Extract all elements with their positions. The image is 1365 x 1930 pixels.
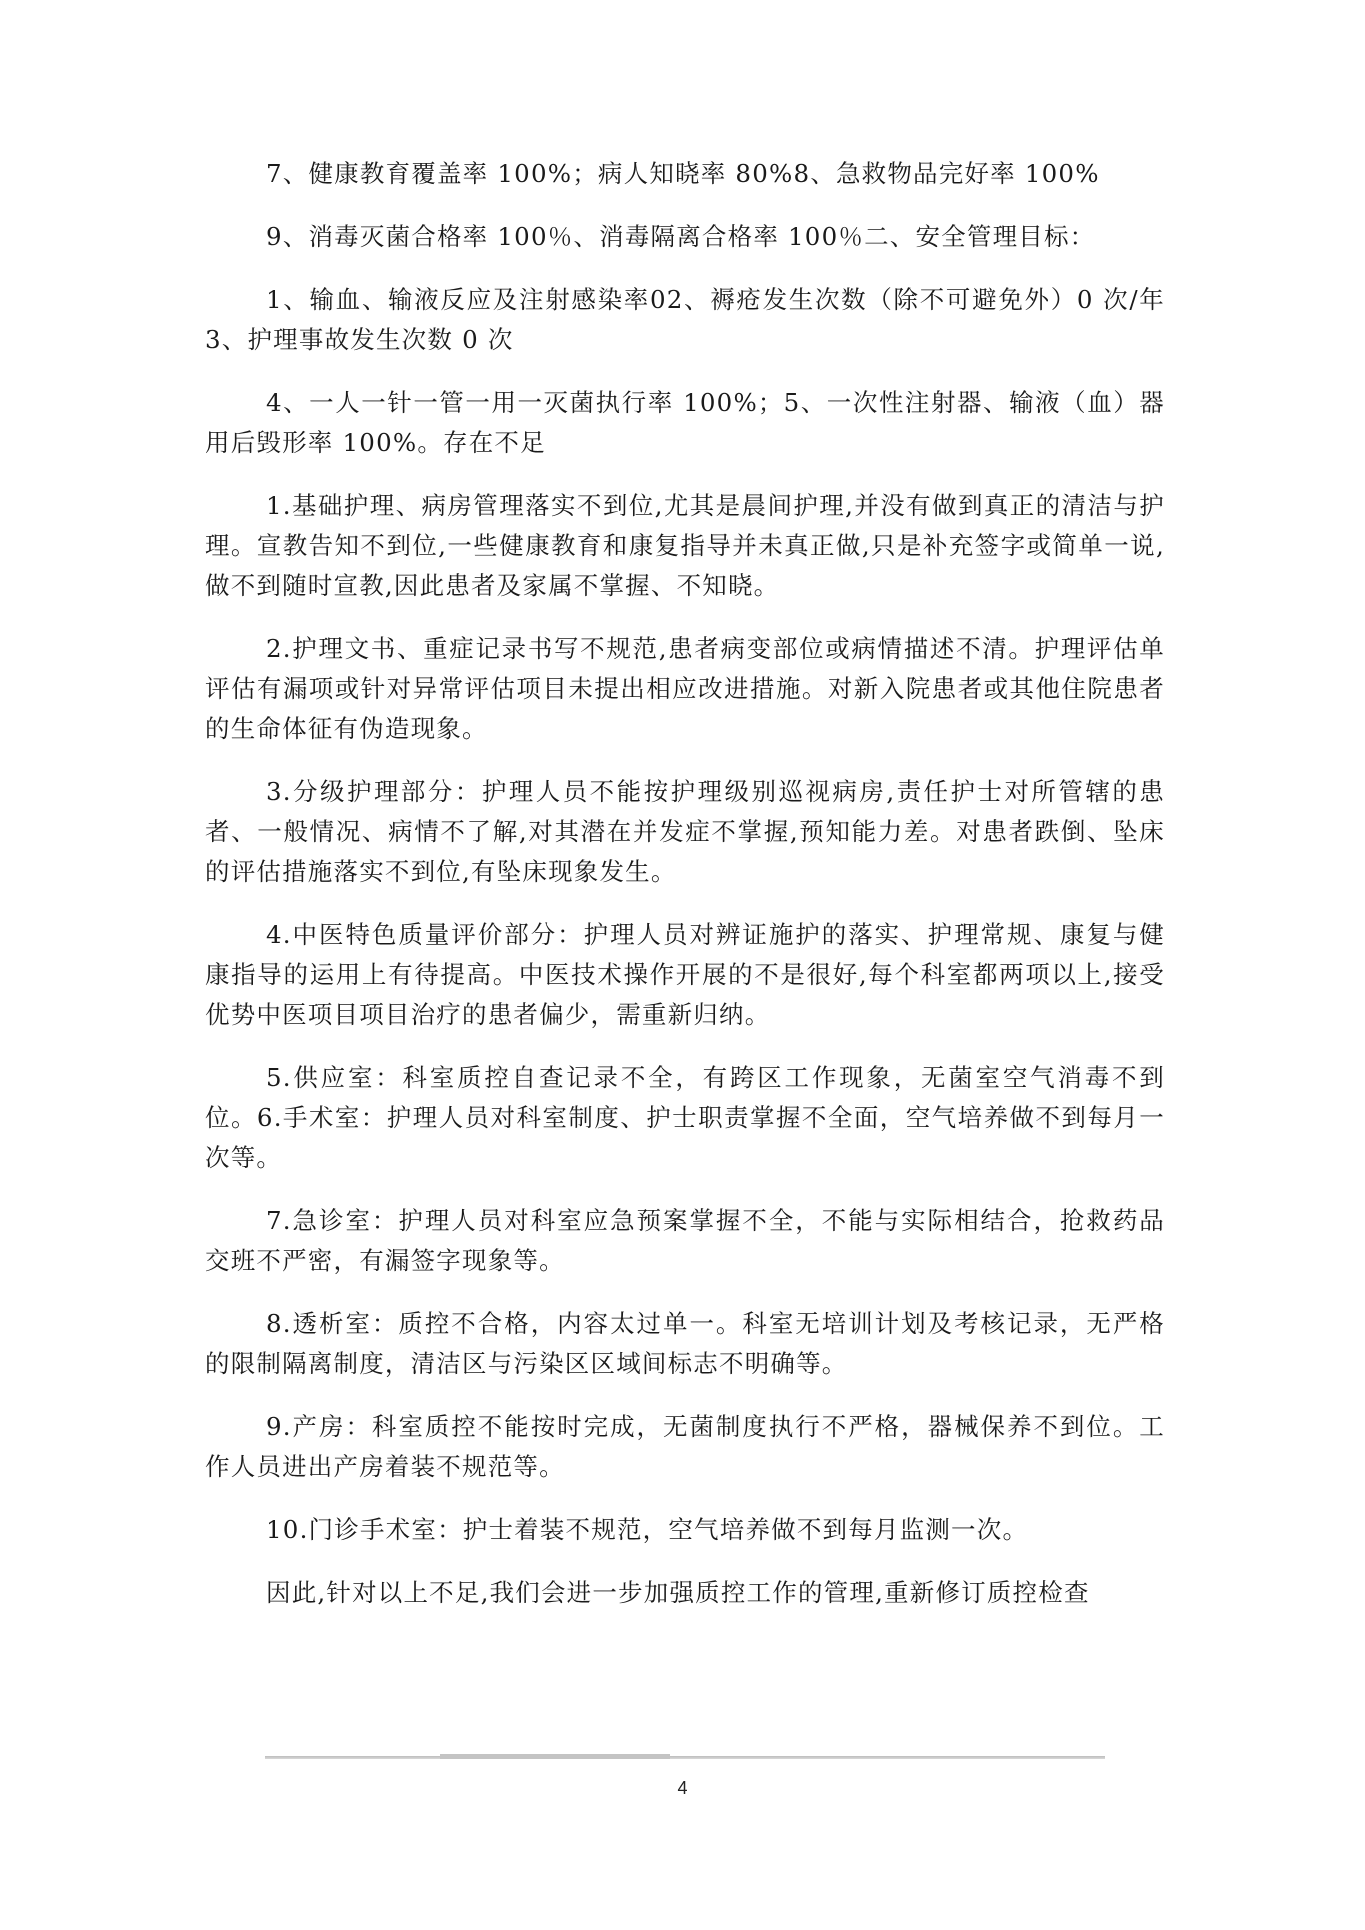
paragraph: 8.透析室：质控不合格，内容太过单一。科室无培训计划及考核记录，无严格的限制隔离制度，清洁区与污染区区域间标志不明确等。 (205, 1309, 1165, 1378)
footer-divider-accent (440, 1754, 670, 1759)
paragraph: 9、消毒灭菌合格率 100％、消毒隔离合格率 100％二、安全管理目标： (266, 222, 1096, 251)
paragraph: 4.中医特色质量评价部分：护理人员对辨证施护的落实、护理常规、康复与健康指导的运用上有待提高。中医技术操作开展的不是很好,每个科室都两项以上,接受优势中医项目项目治疗的患者偏少，需重新归纳。 (205, 920, 1165, 1029)
paragraph: 10.门诊手术室：护士着装不规范，空气培养做不到每月监测一次。 (266, 1515, 1029, 1544)
document-body (205, 154, 1165, 1636)
paragraph: 1.基础护理、病房管理落实不到位,尤其是晨间护理,并没有做到真正的清洁与护理。宣教告知不到位,一些健康教育和康复指导并未真正做,只是补充签字或简单一说,做不到随时宣教,因此患者及家属不掌握、不知晓。 (205, 491, 1165, 600)
page-number: 4 (677, 1778, 688, 1798)
paragraph: 因此,针对以上不足,我们会进一步加强质控工作的管理,重新修订质控检查 (266, 1578, 1090, 1607)
paragraph: 7、健康教育覆盖率 100%；病人知晓率 80%8、急救物品完好率 100% (266, 159, 1100, 188)
footer-divider (265, 1756, 1105, 1759)
paragraph: 7.急诊室：护理人员对科室应急预案掌握不全，不能与实际相结合，抢救药品交班不严密，有漏签字现象等。 (205, 1206, 1165, 1275)
paragraph: 2.护理文书、重症记录书写不规范,患者病变部位或病情描述不清。护理评估单评估有漏项或针对异常评估项目未提出相应改进措施。对新入院患者或其他住院患者的生命体征有伪造现象。 (205, 634, 1165, 743)
paragraph: 9.产房：科室质控不能按时完成，无菌制度执行不严格，器械保养不到位。工作人员进出产房着装不规范等。 (205, 1412, 1165, 1481)
paragraph: 5.供应室：科室质控自查记录不全，有跨区工作现象，无菌室空气消毒不到位。6.手术室：护理人员对科室制度、护士职责掌握不全面，空气培养做不到每月一次等。 (205, 1063, 1165, 1172)
paragraph: 3.分级护理部分：护理人员不能按护理级别巡视病房,责任护士对所管辖的患者、一般情况、病情不了解,对其潜在并发症不掌握,预知能力差。对患者跌倒、坠床的评估措施落实不到位,有坠床现象发生。 (205, 777, 1165, 886)
paragraph: 1、输血、输液反应及注射感染率02、褥疮发生次数（除不可避免外）0 次/年 3、护理事故发生次数 0 次 (205, 285, 1165, 354)
paragraph: 4、一人一针一管一用一灭菌执行率 100%；5、一次性注射器、输液（血）器用后毁形率 100%。存在不足 (205, 388, 1165, 457)
